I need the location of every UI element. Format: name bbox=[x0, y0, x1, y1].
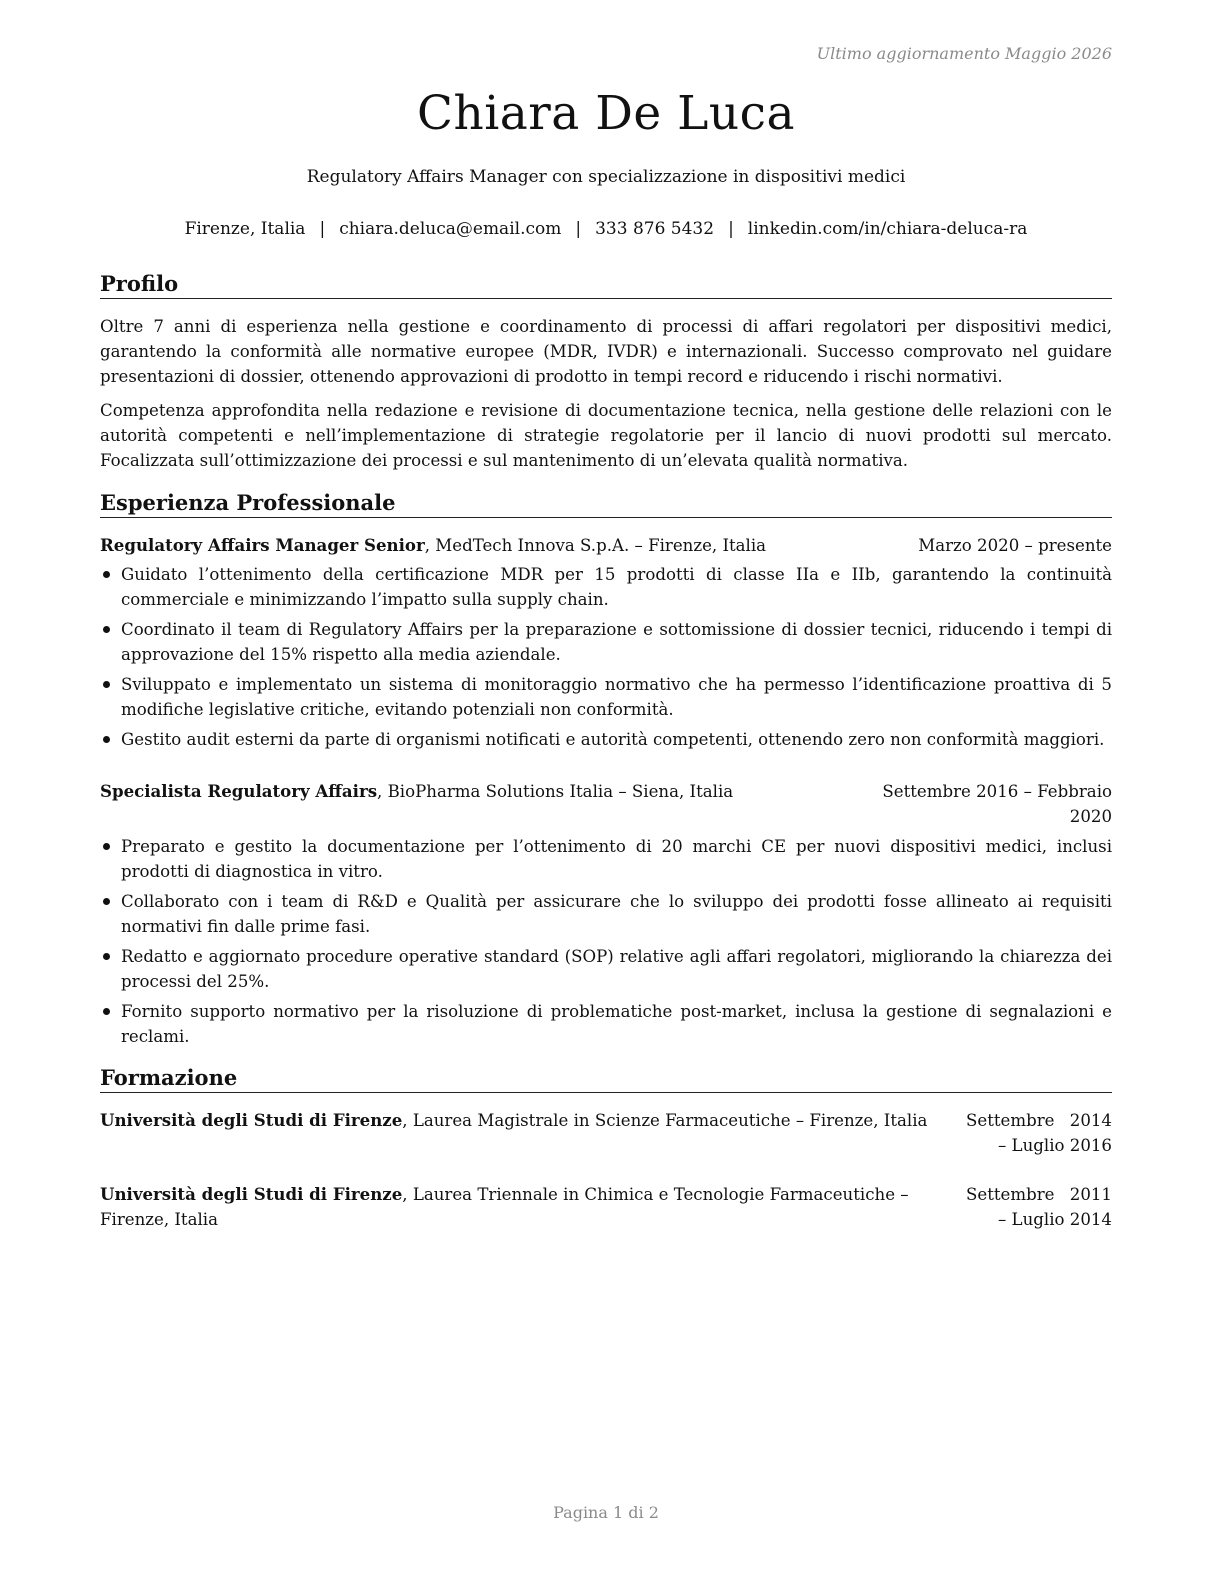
education-school: Università degli Studi di Firenze bbox=[100, 1184, 403, 1204]
resume-page bbox=[100, 0, 1112, 1584]
bullet-text: Redatto e aggiornato procedure operative standard (SOP) relative agli affari regolatori, migliorando la chiarezza dei processi del 25%. bbox=[121, 947, 1112, 991]
list-item bbox=[100, 727, 1112, 752]
bullet-text: Sviluppato e implementato un sistema di monitoraggio normativo che ha permesso l’identificazione proattiva di 5 modifiche legislative critiche, evitando potenziali non conformità. bbox=[121, 675, 1112, 719]
education-dates: Settembre 2014 – Luglio 2016 bbox=[966, 1111, 1112, 1155]
bullet-text: Guidato l’ottenimento della certificazione MDR per 15 prodotti di classe IIa e IIb, garantendo la continuità commerciale e minimizzando l’impatto sulla supply chain. bbox=[121, 565, 1112, 609]
list-item bbox=[100, 562, 1112, 612]
contact-separator: | bbox=[575, 219, 582, 239]
section-title-experience: Esperienza Professionale bbox=[100, 490, 1112, 518]
bullet-text: Gestito audit esterni da parte di organismi notificati e autorità competenti, ottenendo zero non conformità maggiori. bbox=[121, 730, 1105, 749]
bullet-icon bbox=[103, 843, 110, 850]
job-bullet-list bbox=[100, 562, 1112, 757]
bullet-icon bbox=[103, 736, 110, 743]
bullet-icon bbox=[103, 681, 110, 688]
page-number: Pagina 1 di 2 bbox=[553, 1503, 659, 1522]
job-heading bbox=[100, 533, 766, 558]
job-heading bbox=[100, 779, 733, 804]
bullet-text: Preparato e gestito la documentazione per l’ottenimento di 20 marchi CE per nuovi dispositivi medici, inclusi prodotti di diagnostica in vitro. bbox=[121, 837, 1112, 881]
section-title-profile: Profilo bbox=[100, 271, 1112, 299]
job-company: , BioPharma Solutions Italia – Siena, Italia bbox=[377, 782, 734, 801]
job-role: Specialista Regulatory Affairs bbox=[100, 781, 378, 801]
bullet-icon bbox=[103, 571, 110, 578]
list-item bbox=[100, 672, 1112, 722]
contact-email[interactable]: chiara.deluca@email.com bbox=[339, 219, 562, 239]
contact-location: Firenze, Italia bbox=[184, 219, 306, 239]
job-dates: Marzo 2020 – presente bbox=[918, 536, 1112, 555]
education-degree: , Laurea Triennale in Chimica e Tecnologie Farmaceutiche – Firenze, Italia bbox=[100, 1185, 909, 1229]
list-item bbox=[100, 834, 1112, 884]
job-bullet-list bbox=[100, 834, 1112, 1054]
profile-paragraph: Competenza approfondita nella redazione e revisione di documentazione tecnica, nella gestione delle relazioni con le autorità competenti e nell’implementazione di strategie regolatorie per il lancio di nuovi prodotti sul mercato. Focalizzata sull’ottimizzazione dei processi e sul mantenimento di un’elevata qualità normativa. bbox=[100, 401, 1112, 470]
last-updated: Ultimo aggiornamento Maggio 2026 bbox=[816, 44, 1112, 63]
contact-phone: 333 876 5432 bbox=[595, 219, 715, 239]
candidate-name: Chiara De Luca bbox=[417, 86, 795, 141]
list-item bbox=[100, 944, 1112, 994]
profile-paragraph: Oltre 7 anni di esperienza nella gestione e coordinamento di processi di affari regolatori per dispositivi medici, garantendo la conformità alle normative europee (MDR, IVDR) e internazionali. Successo comprovato nel guidare presentazioni di dossier, ottenendo approvazioni di prodotto in tempi record e riducendo i rischi normativi. bbox=[100, 317, 1112, 386]
list-item bbox=[100, 617, 1112, 667]
education-entry bbox=[100, 1182, 970, 1232]
contact-separator: | bbox=[319, 219, 326, 239]
bullet-icon bbox=[103, 898, 110, 905]
job-company: , MedTech Innova S.p.A. – Firenze, Italia bbox=[424, 536, 767, 555]
bullet-text: Coordinato il team di Regulatory Affairs per la preparazione e sottomissione di dossier tecnici, riducendo i tempi di approvazione del 15% rispetto alla media aziendale. bbox=[121, 620, 1112, 664]
education-entry bbox=[100, 1108, 970, 1133]
education-dates: Settembre 2011 – Luglio 2014 bbox=[966, 1185, 1112, 1229]
contact-linkedin[interactable]: linkedin.com/in/chiara-deluca-ra bbox=[747, 219, 1028, 239]
education-degree: , Laurea Magistrale in Scienze Farmaceutiche – Firenze, Italia bbox=[402, 1111, 928, 1130]
bullet-icon bbox=[103, 953, 110, 960]
headline: Regulatory Affairs Manager con specializzazione in dispositivi medici bbox=[306, 167, 906, 187]
list-item bbox=[100, 889, 1112, 939]
bullet-text: Fornito supporto normativo per la risoluzione di problematiche post-market, inclusa la gestione di segnalazioni e reclami. bbox=[121, 1002, 1112, 1046]
list-item bbox=[100, 999, 1112, 1049]
education-school: Università degli Studi di Firenze bbox=[100, 1110, 403, 1130]
bullet-icon bbox=[103, 1008, 110, 1015]
job-dates: Settembre 2016 – Febbraio 2020 bbox=[882, 782, 1112, 826]
section-title-education: Formazione bbox=[100, 1065, 1112, 1093]
job-role: Regulatory Affairs Manager Senior bbox=[100, 535, 425, 555]
contact-line bbox=[100, 219, 1112, 239]
bullet-icon bbox=[103, 626, 110, 633]
bullet-text: Collaborato con i team di R&D e Qualità per assicurare che lo sviluppo dei prodotti fosse allineato ai requisiti normativi fin dalle prime fasi. bbox=[121, 892, 1112, 936]
contact-separator: | bbox=[728, 219, 734, 239]
